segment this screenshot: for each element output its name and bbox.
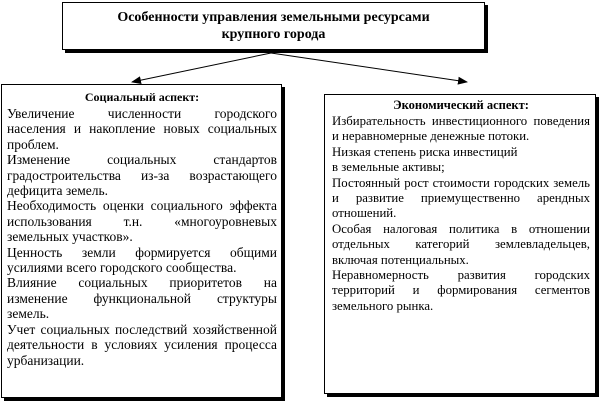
economic-item-4: Особая налоговая политика в отношении отдельных категорий землевладельцев, включая потенциальных. [332, 221, 590, 267]
title-line-2: крупного города [221, 27, 326, 42]
economic-item-2-continued: в земельные активы; [332, 160, 445, 175]
title-line-1: Особенности управления земельными ресурсами [117, 10, 430, 25]
economic-item-5: Неравномерность развития городских территорий и формирования сегментов земельного рынка. [332, 268, 590, 313]
arrow-to-economic [271, 53, 467, 82]
social-item-6: Учет социальных последствий хозяйственной деятельности в условиях усиления процесса урбанизации. [7, 321, 277, 368]
social-item-4: Ценность земли формируется общими усилиями всего городского сообщества. [7, 244, 277, 276]
arrow-to-social [132, 53, 271, 82]
economic-item-3: Постоянный рост стоимости городских земель и развитие приемущественно арендных отношений. [332, 175, 590, 221]
title-box [62, 2, 485, 50]
economic-item-2: Низкая степень риска инвестиций [332, 144, 518, 159]
social-item-3: Необходимость оценки социального эффекта использования т.н. «многоуровневых земельных участков». [7, 198, 277, 245]
social-aspect-heading: Социальный аспект: [84, 90, 200, 104]
economic-item-1: Избирательность инвестиционного поведения и неравномерные денежные потоки. [332, 114, 590, 144]
economic-aspect-heading: Экономический аспект: [393, 98, 529, 112]
social-aspect-box [1, 84, 282, 398]
economic-aspect-box [324, 94, 596, 394]
social-item-1: Увеличение численности городского населения и накопление новых социальных проблем. [7, 106, 277, 152]
social-item-2: Изменение социальных стандартов градостроительства из-за возрастающего дефицита земель. [7, 152, 277, 199]
social-item-5: Влияние социальных приоритетов на изменение функциональной структуры земель. [7, 275, 277, 322]
